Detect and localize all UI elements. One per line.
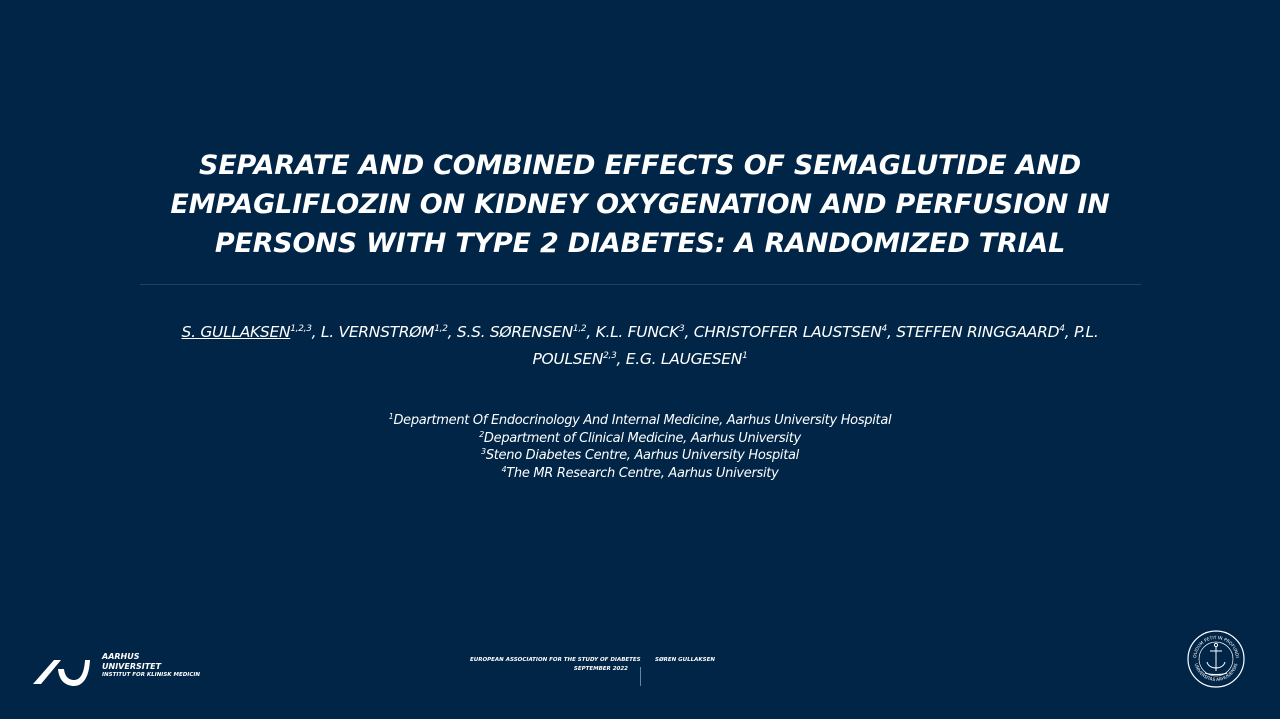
- footer-presenter: SØREN GULLAKSEN: [655, 657, 715, 663]
- affiliation-text: The MR Research Centre, Aarhus University: [506, 465, 779, 481]
- au-wave-icon: [32, 656, 90, 686]
- author-name: K.L. FUNCK: [595, 323, 680, 341]
- logo-line: AARHUS: [102, 652, 140, 661]
- seal-motto-top: OLIDUM PETIT IN PROFUNDI: [1192, 635, 1239, 659]
- affiliation-number: 3: [481, 447, 486, 456]
- affiliation-number: 2: [479, 429, 484, 439]
- affiliation-item: [240, 465, 1040, 483]
- logo-line: UNIVERSITET: [102, 661, 162, 671]
- affiliation-text: Department Of Endocrinology And Internal Medicine, Aarhus University Hospital: [393, 413, 892, 428]
- title-line: SEPARATE AND COMBINED EFFECTS OF SEMAGLUTIDE AND: [198, 150, 1082, 181]
- affiliation-item: [240, 412, 1040, 430]
- title-divider: [140, 284, 1141, 285]
- title-line: PERSONS WITH TYPE 2 DIABETES: A RANDOMIZED TRIAL: [214, 228, 1066, 259]
- author-name: CHRISTOFFER LAUSTSEN: [693, 323, 882, 341]
- affiliation-list: [240, 412, 1040, 482]
- logo-text: [102, 652, 200, 681]
- footer-date: SEPTEMBER 2022: [573, 666, 628, 672]
- affiliation-item: [240, 447, 1040, 465]
- logo-line: INSTITUT FOR KLINISK MEDICIN: [102, 672, 201, 678]
- author-name-presenter: S. GULLAKSEN: [181, 323, 291, 341]
- author-affiliation-ref: 3: [679, 324, 685, 334]
- aarhus-university-logo: [32, 652, 202, 688]
- affiliation-text: Department of Clinical Medicine, Aarhus University: [483, 430, 801, 446]
- university-seal-icon: [1186, 629, 1246, 689]
- author-name: L. VERNSTRØM: [320, 323, 435, 341]
- author-affiliation-ref: 2,3: [603, 351, 617, 361]
- author-name: STEFFEN RINGGAARD: [896, 323, 1060, 341]
- author-affiliation-ref: 4: [1059, 324, 1065, 334]
- author-affiliation-ref: 1,2,3: [290, 324, 312, 334]
- affiliation-item: [240, 430, 1040, 448]
- author-affiliation-ref: 1,2: [434, 324, 448, 334]
- author-affiliation-ref: 4: [881, 324, 887, 334]
- author-name: E.G. LAUGESEN: [625, 350, 743, 368]
- author-affiliation-ref: 1,2: [572, 324, 587, 334]
- seal-motto-bottom: UNIVERSITAS ARHUSIENSIS: [1192, 663, 1240, 684]
- author-affiliation-ref: 1: [742, 351, 748, 361]
- footer-divider: [640, 667, 641, 686]
- author-name: S.S. SØRENSEN: [456, 323, 573, 341]
- footer-conference-name: EUROPEAN ASSOCIATION FOR THE STUDY OF DIABETES: [470, 657, 641, 663]
- author-name: P.L. POULSEN: [532, 323, 1099, 368]
- title-line: EMPAGLIFLOZIN ON KIDNEY OXYGENATION AND PERFUSION IN: [170, 189, 1110, 220]
- affiliation-number: 1: [388, 412, 394, 421]
- slide-title: [140, 146, 1140, 263]
- affiliation-number: 4: [501, 464, 507, 474]
- affiliation-text: Steno Diabetes Centre, Aarhus University Hospital: [485, 448, 799, 463]
- author-list: S. GULLAKSEN$^{1,2,3}$, L. VERNSTRØM$^{1,2}$, S.S. SØRENSEN$^{1,2}$, K.L. FUNCK$^3$, CHRISTOFFER LAUSTSEN$^4$, STEFFEN RINGGAARD$^4$, P.L. POULSEN$^{2,3}$, E.G. LAUGESEN$^1$: [181, 323, 1099, 368]
- footer-conference: [470, 656, 641, 674]
